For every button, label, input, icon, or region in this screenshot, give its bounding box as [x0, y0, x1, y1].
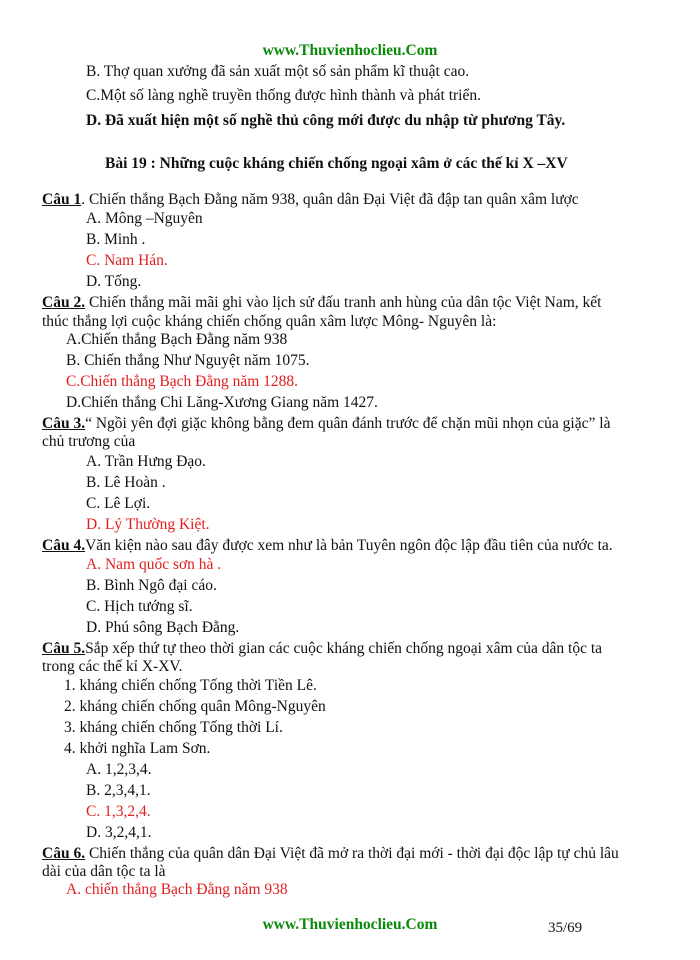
question-2-cont: thúc thắng lợi cuộc kháng chiến chống quân xâm lược Mông- Nguyên là:	[42, 313, 497, 330]
question-4	[42, 536, 613, 556]
carry-option-d: D. Đã xuất hiện một số nghề thủ công mới được du nhập từ phương Tây.	[86, 112, 566, 129]
option-b: B. Bình Ngô đại cáo.	[86, 577, 217, 594]
option-c: C. Lê Lợi.	[86, 495, 151, 512]
option-d-answer: D. Lý Thường Kiệt.	[86, 516, 210, 533]
question-text: Văn kiện nào sau đây được xem như là bản Tuyên ngôn độc lập đầu tiên của nước ta.	[85, 537, 613, 554]
question-label: Câu 2.	[42, 294, 86, 311]
list-item: 4. khởi nghĩa Lam Sơn.	[64, 740, 211, 757]
option-c-answer: C.Chiến thắng Bạch Đằng năm 1288.	[66, 373, 299, 390]
question-6	[42, 844, 619, 864]
question-3	[42, 414, 610, 434]
list-item: 1. kháng chiến chống Tống thời Tiền Lê.	[64, 677, 317, 694]
question-5-cont: trong các thế kỉ X-XV.	[42, 658, 183, 675]
page-number: 35/69	[548, 920, 583, 936]
question-6-cont: dài của dân tộc ta là	[42, 863, 166, 880]
question-label: Câu 1	[42, 191, 82, 208]
option-a: A. 1,2,3,4.	[86, 761, 152, 778]
option-d: D. Tống.	[86, 273, 142, 290]
carry-option-b: B. Thợ quan xưởng đã sản xuất một số sản phẩm kĩ thuật cao.	[86, 63, 470, 80]
option-c-answer: C. Nam Hán.	[86, 252, 168, 269]
option-b: B. Minh .	[86, 231, 146, 248]
carry-option-c: C.Một số làng nghề truyền thống được hình thành và phát triển.	[86, 87, 481, 104]
list-item: 3. kháng chiến chống Tống thời Lí.	[64, 719, 283, 736]
option-d: D.Chiến thắng Chi Lăng-Xương Giang năm 1427.	[66, 394, 378, 411]
option-d: D. Phú sông Bạch Đằng.	[86, 619, 240, 636]
question-label: Câu 5.	[42, 640, 86, 657]
question-text: Chiến thắng mãi mãi ghi vào lịch sử đấu tranh anh hùng của dân tộc Việt Nam, kết	[85, 294, 602, 311]
question-label: Câu 4.	[42, 537, 86, 554]
question-text: Chiến thắng của quân dân Đại Việt đã mở ra thời đại mới - thời đại độc lập tự chủ lâu	[85, 845, 619, 862]
list-item: 2. kháng chiến chống quân Mông-Nguyên	[64, 698, 326, 715]
option-b: B. 2,3,4,1.	[86, 782, 151, 799]
question-2	[42, 293, 601, 313]
option-a: A.Chiến thắng Bạch Đằng năm 938	[66, 331, 288, 348]
option-d: D. 3,2,4,1.	[86, 824, 152, 841]
option-a: A. Mông –Nguyên	[86, 210, 203, 227]
question-text: Sắp xếp thứ tự theo thời gian các cuộc kháng chiến chống ngoại xâm của dân tộc ta	[85, 640, 603, 657]
option-b: B. Lê Hoàn .	[86, 474, 166, 491]
option-a-answer: A. Nam quốc sơn hà .	[86, 556, 222, 573]
option-b: B. Chiến thắng Như Nguyệt năm 1075.	[66, 352, 310, 369]
question-label-sep: .	[81, 191, 86, 208]
question-5	[42, 639, 602, 659]
question-1	[42, 190, 579, 210]
option-a: A. Trần Hưng Đạo.	[86, 453, 206, 470]
question-text: Chiến thắng Bạch Đằng năm 938, quân dân Đại Việt đã đập tan quân xâm lược	[85, 191, 579, 208]
header-site-link[interactable]: www.Thuvienhoclieu.Com	[262, 42, 438, 59]
question-label: Câu 6.	[42, 845, 86, 862]
lesson-title: Bài 19 : Những cuộc kháng chiến chống ngoại xâm ở các thế kỉ X –XV	[105, 155, 568, 172]
footer-site-link[interactable]: www.Thuvienhoclieu.Com	[262, 916, 438, 933]
question-label: Câu 3.	[42, 415, 86, 432]
question-text: “ Ngồi yên đợi giặc không bằng đem quân đánh trước để chặn mũi nhọn của giặc” là	[85, 415, 611, 432]
option-a-answer: A. chiến thắng Bạch Đằng năm 938	[66, 881, 288, 898]
question-3-cont: chủ trương của	[42, 433, 136, 450]
option-c: C. Hịch tướng sĩ.	[86, 598, 193, 615]
option-c-answer: C. 1,3,2,4.	[86, 803, 151, 820]
